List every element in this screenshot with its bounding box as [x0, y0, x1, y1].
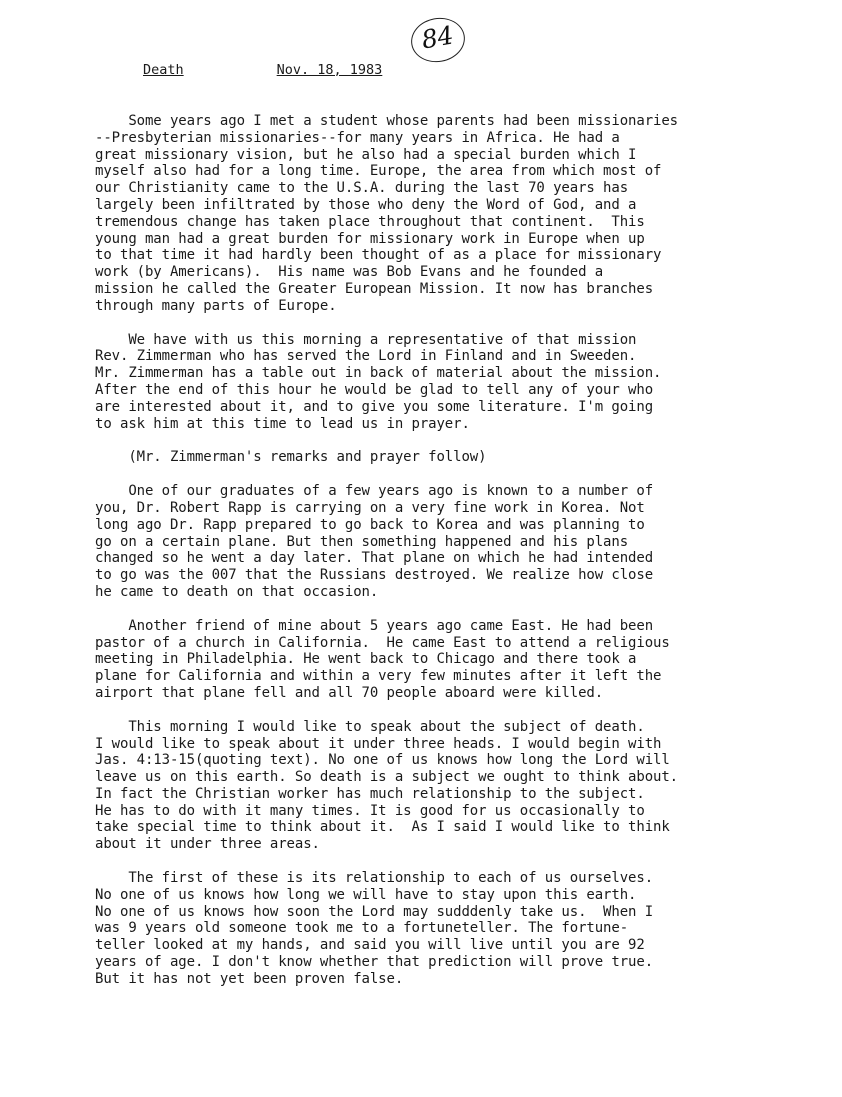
header-title: Death: [143, 62, 184, 78]
paragraph-subject: This morning I would like to speak about the subject of death. I would like to speak about it under three heads. I would begin with Jas. 4:13-15(quoting text). No one of us knows how long the Lord will leave us on this earth. So death is a subject we ought to think about. In fact the Christian worker has much relationship to the subject. He has to do with it many times. It is good for us occasionally to take special time to think about it. As I said I would like to think about it under three areas.: [95, 718, 679, 853]
paragraph-friend: Another friend of mine about 5 years ago came East. He had been pastor of a church in California. He came East to attend a religious meeting in Philadelphia. He went back to Chicago and there took a plane for California and within a very few minutes after it left the airport that plane fell and all 70 people aboard were killed.: [95, 617, 670, 701]
paragraph-remarks-note: (Mr. Zimmerman's remarks and prayer follow): [95, 449, 487, 466]
paragraph-intro: Some years ago I met a student whose parents had been missionaries --Presbyterian missionaries--for many years in Africa. He had a great missionary vision, but he also had a special burden which I myself also had for a long time. Europe, the area from which most of our Christianity came to the U.S.A. during the last 70 years has largely been infiltrated by those who deny the Word of God, and a tremendous change has taken place throughout that continent. This young man had a great burden for missionary work in Europe when up to that time it had hardly been thought of as a place for missionary work (by Americans). His name was Bob Evans and he founded a mission he called the Greater European Mission. It now has branches through many parts of Europe.: [95, 113, 679, 314]
paragraph-first-area: The first of these is its relationship to each of us ourselves. No one of us knows how long we will have to stay upon this earth. No one of us knows how soon the Lord may sudddenly take us. When I was 9 years old someone took me to a fortuneteller. The fortune- teller looked at my hands, and said you will live until you are 92 years of age. I don't know whether that prediction will prove true. But it has not yet been proven false.: [95, 870, 654, 987]
page-number-circle: [408, 14, 469, 67]
document-header: [143, 62, 382, 78]
paragraph-rapp: One of our graduates of a few years ago is known to a number of you, Dr. Robert Rapp is carrying on a very fine work in Korea. Not long ago Dr. Rapp prepared to go back to Korea and was planning to go on a certain plane. But then something happened and his plans changed so he went a day later. That plane on which he had intended to go was the 007 that the Russians destroyed. We realize how close he came to death on that occasion.: [95, 483, 654, 600]
header-date: Nov. 18, 1983: [276, 62, 383, 78]
document-body: [95, 113, 825, 1005]
page-number: 84: [419, 20, 456, 55]
paragraph-representative: We have with us this morning a representative of that mission Rev. Zimmerman who has served the Lord in Finland and in Sweeden. Mr. Zimmerman has a table out in back of material about the mission. After the end of this hour he would be glad to tell any of your who are interested about it, and to give you some literature. I'm going to ask him at this time to lead us in prayer.: [95, 331, 662, 432]
